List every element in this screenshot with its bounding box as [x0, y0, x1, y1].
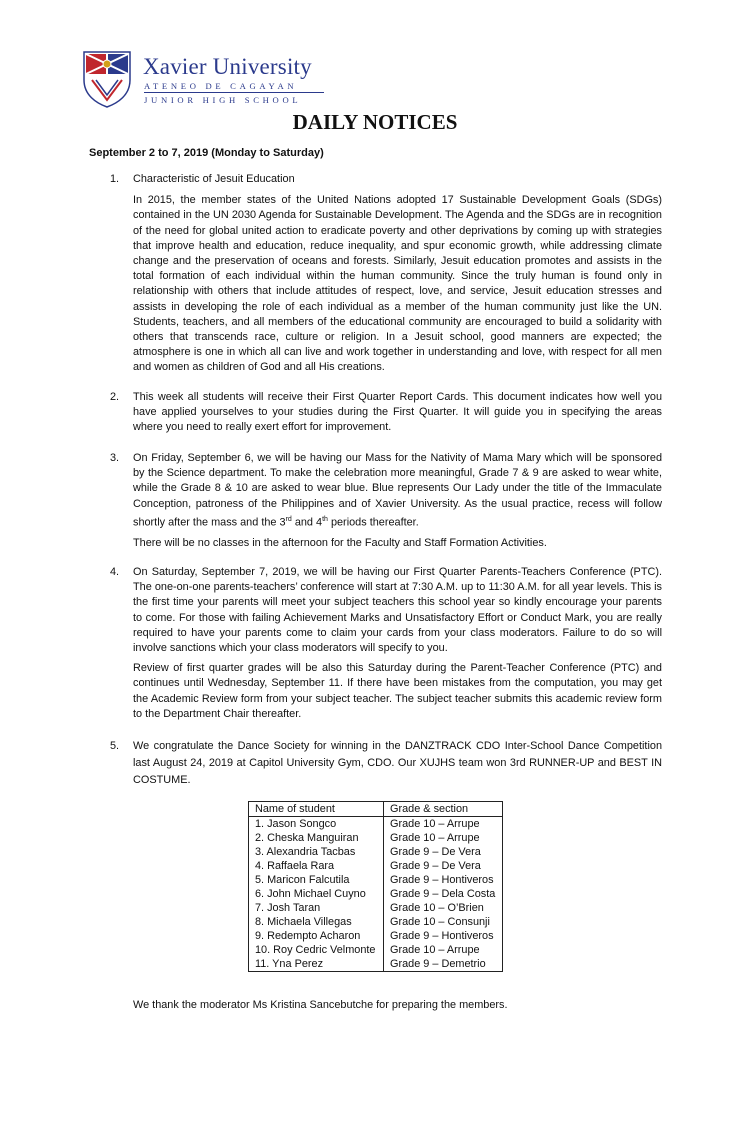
- table-row: [249, 887, 503, 901]
- student-name: 1. Jason Songco: [249, 817, 384, 832]
- student-name: 11. Yna Perez: [249, 957, 384, 972]
- grade-section: Grade 10 – Arrupe: [384, 817, 503, 832]
- student-name: 3. Alexandria Tacbas: [249, 845, 384, 859]
- notice-text: On Friday, September 6, we will be having our Mass for the Nativity of Mama Mary which will be sponsored by the Science department. To make the celebration more meaningful, Grade 7 & 9 are asked to wear white, while the Grade 8 & 10 are asked to wear blue. Blue represents Our Lady under the title of the Immaculate Conception, patroness of the Philippines and of Xavier University. As the usual practice, recess will follow shortly after the mass and the 3: [133, 452, 662, 529]
- grade-section: Grade 9 – Demetrio: [384, 957, 503, 972]
- grade-section: Grade 10 – Arrupe: [384, 831, 503, 845]
- column-header: Name of student: [249, 802, 384, 817]
- date-range: September 2 to 7, 2019 (Monday to Saturday): [89, 147, 324, 159]
- notice-number: 2.: [110, 391, 120, 403]
- table-row: [249, 943, 503, 957]
- notice-number: 5.: [110, 740, 120, 752]
- table-header-row: [249, 802, 503, 817]
- table-row: [249, 929, 503, 943]
- grade-section: Grade 10 – O’Brien: [384, 901, 503, 915]
- grade-section: Grade 9 – Hontiveros: [384, 873, 503, 887]
- notice-paragraph: On Saturday, September 7, 2019, we will be having our First Quarter Parents-Teachers Conference (PTC). The one-on-one parents-teachers’ conference will start at 7:30 A.M. up to 11:30 A.M. for all year levels. This is the first time your parents will meet your subject teachers this school year so kindly encourage your parents to come. For those with failing Achievement Marks and Unsatisfactory Effort or Conduct Mark, you are really required to have your parents come to claim your cards from your class moderators. Failure to do so will involve sanctions which your class moderators will specify to you.: [133, 566, 662, 655]
- notice-number: 1.: [110, 173, 120, 185]
- university-name: Xavier University: [143, 54, 312, 79]
- notice-text: and 4: [291, 516, 323, 529]
- grade-section: Grade 9 – Dela Costa: [384, 887, 503, 901]
- ordinal-suffix: th: [322, 515, 328, 523]
- ordinal-suffix: rd: [285, 515, 292, 523]
- school-header: [82, 50, 342, 108]
- table-row: [249, 831, 503, 845]
- grade-section: Grade 9 – De Vera: [384, 845, 503, 859]
- grade-section: Grade 10 – Arrupe: [384, 943, 503, 957]
- table-row: [249, 845, 503, 859]
- dance-team-table: [248, 801, 503, 972]
- thanks-note: We thank the moderator Ms Kristina Sancebutche for preparing the members.: [133, 999, 508, 1011]
- grade-section: Grade 10 – Consunji: [384, 915, 503, 929]
- table-row: [249, 915, 503, 929]
- notice-number: 4.: [110, 566, 120, 578]
- notice-number: 3.: [110, 452, 120, 464]
- notice-paragraph: There will be no classes in the afternoon for the Faculty and Staff Formation Activities.: [133, 536, 547, 549]
- table-row: [249, 901, 503, 915]
- student-name: 4. Raffaela Rara: [249, 859, 384, 873]
- table-row: [249, 873, 503, 887]
- grade-section: Grade 9 – De Vera: [384, 859, 503, 873]
- header-divider: [144, 92, 324, 93]
- notice-paragraph: Review of first quarter grades will be also this Saturday during the Parent-Teacher Conference (PTC) and continues until Wednesday, September 11. If there have been mistakes from the computation, you may get the Academic Review form from your subject teacher. The subject teacher submits this academic review form to the Department Chair thereafter.: [133, 662, 662, 720]
- grade-section: Grade 9 – Hontiveros: [384, 929, 503, 943]
- table-row: [249, 859, 503, 873]
- student-name: 7. Josh Taran: [249, 901, 384, 915]
- student-name: 5. Maricon Falcutila: [249, 873, 384, 887]
- university-subtitle: ATENEO DE CAGAYAN: [144, 81, 298, 91]
- student-name: 2. Cheska Manguiran: [249, 831, 384, 845]
- notice-heading: Characteristic of Jesuit Education: [133, 173, 295, 185]
- student-name: 6. John Michael Cuyno: [249, 887, 384, 901]
- notice-paragraph: This week all students will receive their First Quarter Report Cards. This document indicates how well you have applied yourselves to your studies during the First Quarter. It will guide you in specifying the areas where you need to really exert effort for improvement.: [133, 391, 662, 434]
- student-name: 8. Michaela Villegas: [249, 915, 384, 929]
- notice-paragraph: In 2015, the member states of the United Nations adopted 17 Sustainable Development Goals (SDGs) contained in the UN 2030 Agenda for Sustainable Development. The Agenda and the SDGs are in recognition of the need for global united action to eradicate poverty and other deprivations by coming up with strategies that improve health and education, reduce inequality, and spur economic growth, while addressing climate change and the preservation of oceans and forests. Similarly, Jesuit education promotes and assists in the total formation of each individual within the human community. Since the truly human is found only in relationship with others that include attitudes of respect, love, and service, Jesuit education stresses and assists in developing the role of each individual as a member of the human community just like the UN. Students, teachers, and all members of the educational community are encouraged to build a solidarity with others that transcends race, culture or religion. In a Jesuit school, good manners are expected; the atmosphere is one in which all can live and work together in understanding and love, with respect for all men and women as children of God and all His creations.: [133, 194, 662, 374]
- student-name: 10. Roy Cedric Velmonte: [249, 943, 384, 957]
- notice-paragraph: We congratulate the Dance Society for winning in the DANZTRACK CDO Inter-School Dance Competition last August 24, 2019 at Capitol University Gym, CDO. Our XUJHS team won 3rd RUNNER-UP and BEST IN COSTUME.: [133, 740, 662, 786]
- school-name: JUNIOR HIGH SCHOOL: [144, 95, 302, 105]
- table-row: [249, 817, 503, 832]
- page-title: DAILY NOTICES: [292, 110, 458, 134]
- column-header: Grade & section: [384, 802, 503, 817]
- table-row: [249, 957, 503, 972]
- university-crest-icon: [82, 50, 132, 108]
- notice-paragraph: [133, 451, 662, 531]
- notice-text: periods thereafter.: [327, 516, 419, 529]
- student-name: 9. Redempto Acharon: [249, 929, 384, 943]
